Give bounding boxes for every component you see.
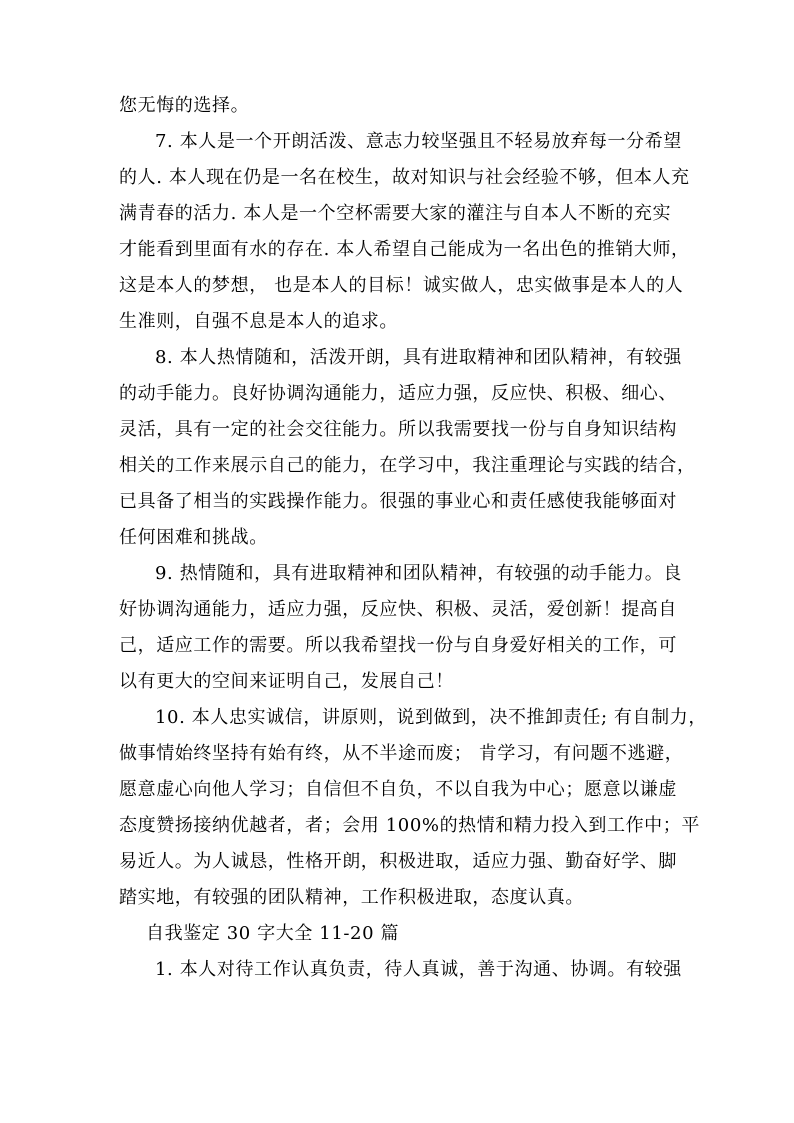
text-line: 愿意虚心向他人学习；自信但不自负，不以自我为中心；愿意以谦虚 — [119, 779, 677, 800]
paragraph-10 — [119, 700, 707, 916]
text-line: 10. 本人忠实诚信，讲原则，说到做到，决不推卸责任; 有自制力， — [155, 707, 707, 728]
text-line: 的动手能力。良好协调沟通能力，适应力强，反应快、积极、细心、 — [119, 383, 677, 404]
text-line: 任何困难和挑战。 — [119, 527, 268, 548]
paragraph-9 — [119, 556, 681, 700]
text-line: 这是本人的梦想， 也是本人的目标！诚实做人，忠实做事是本人的人 — [119, 275, 684, 296]
paragraph-1 — [119, 952, 681, 988]
text-line: 己，适应工作的需要。所以我希望找一份与自身爱好相关的工作，可 — [119, 635, 677, 656]
text-line: 态度赞扬接纳优越者，者；会用 100%的热情和精力投入到工作中；平 — [119, 815, 700, 836]
text-line: 的人. 本人现在仍是一名在校生，故对知识与社会经验不够，但本人充 — [119, 167, 690, 188]
text-line: 7. 本人是一个开朗活泼、意志力较坚强且不轻易放弃每一分希望 — [155, 131, 682, 152]
paragraph-8 — [119, 340, 696, 556]
text-line: 以有更大的空间来证明自己，发展自己！ — [119, 671, 454, 692]
text-line: 您无悔的选择。 — [119, 95, 250, 116]
section-heading — [119, 916, 681, 952]
text-line: 9. 热情随和，具有进取精神和团队精神，有较强的动手能力。良 — [155, 563, 682, 584]
text-line: 才能看到里面有水的存在. 本人希望自己能成为一名出色的推销大师， — [119, 239, 690, 260]
text-line: 踏实地，有较强的团队精神，工作积极进取，态度认真。 — [119, 887, 584, 908]
text-line: 灵活，具有一定的社会交往能力。所以我需要找一份与自身知识结构 — [119, 419, 677, 440]
text-line: 相关的工作来展示自己的能力，在学习中，我注重理论与实践的结合， — [119, 455, 696, 476]
text-line: 已具备了相当的实践操作能力。很强的事业心和责任感使我能够面对 — [119, 491, 677, 512]
text-line: 做事情始终坚持有始有终，从不半途而废； 肯学习，有问题不逃避， — [119, 743, 684, 764]
paragraph-7 — [119, 124, 690, 340]
heading-text: 自我鉴定 30 字大全 11-20 篇 — [146, 923, 400, 944]
continuation-line — [119, 88, 681, 124]
text-line: 好协调沟通能力，适应力强，反应快、积极、灵活，爱创新！提高自 — [119, 599, 677, 620]
text-line: 8. 本人热情随和，活泼开朗，具有进取精神和团队精神，有较强 — [155, 347, 682, 368]
document-body — [119, 88, 707, 988]
text-line: 易近人。为人诚恳，性格开朗，积极进取，适应力强、勤奋好学、脚 — [119, 851, 677, 872]
text-line: 生准则，自强不息是本人的追求。 — [119, 311, 398, 332]
text-line: 满青春的活力. 本人是一个空杯需要大家的灌注与自本人不断的充实 — [119, 203, 672, 224]
text-line: 1. 本人对待工作认真负责，待人真诚，善于沟通、协调。有较强 — [155, 959, 682, 980]
